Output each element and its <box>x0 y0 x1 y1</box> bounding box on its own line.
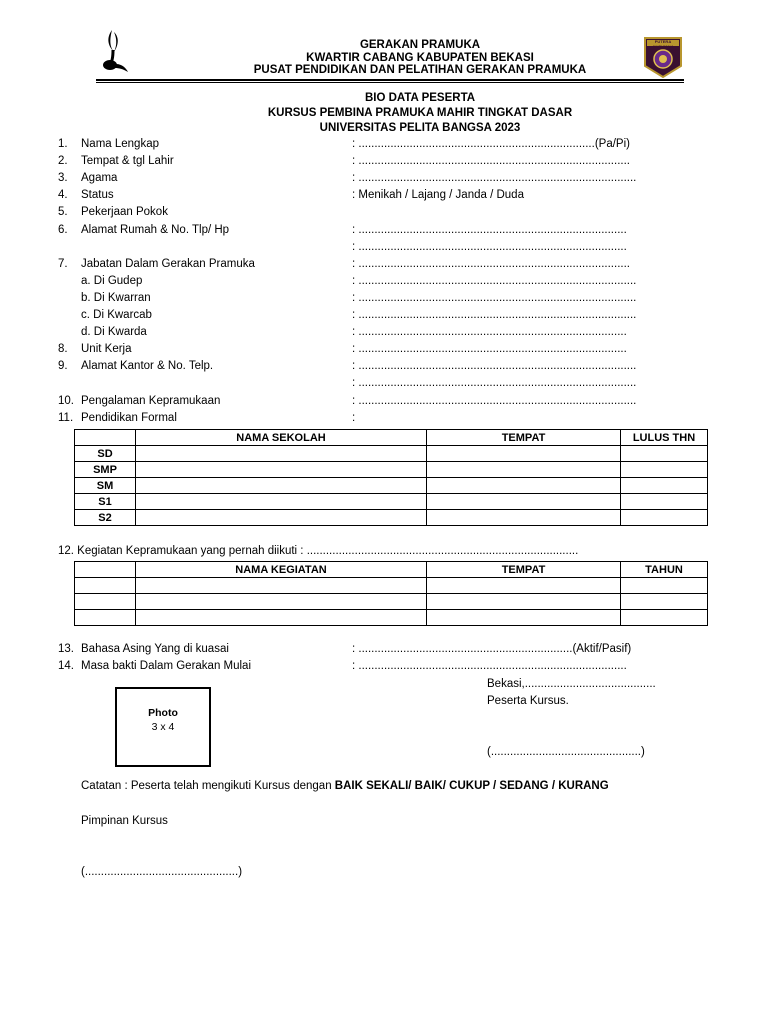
act-header-name: NAMA KEGIATAN <box>136 562 427 578</box>
doc-title-2: KURSUS PEMBINA PRAMUKA MAHIR TINGKAT DASAR <box>267 107 573 119</box>
act-name-cell[interactable] <box>136 594 427 610</box>
field-row <box>58 343 698 360</box>
field-number: 3. <box>58 172 68 185</box>
field-value[interactable]: : ....................................................................................... <box>352 172 637 185</box>
edu-year-cell[interactable] <box>621 446 708 462</box>
education-table <box>74 429 708 526</box>
edu-header-place: TEMPAT <box>427 430 621 446</box>
edu-school-cell[interactable] <box>136 462 427 478</box>
header-rule-thick <box>96 79 684 81</box>
act-name-cell[interactable] <box>136 578 427 594</box>
act-place-cell[interactable] <box>427 578 621 594</box>
doc-title-1: BIO DATA PESERTA <box>364 92 476 104</box>
field-row <box>58 412 698 429</box>
edu-header-blank <box>75 430 136 446</box>
edu-level: SMP <box>75 462 136 478</box>
header-line-1: GERAKAN PRAMUKA <box>359 39 481 51</box>
edu-place-cell[interactable] <box>427 478 621 494</box>
act-no-cell[interactable] <box>75 594 136 610</box>
field-row <box>58 395 698 412</box>
edu-school-cell[interactable] <box>136 446 427 462</box>
field-number: 2. <box>58 155 68 168</box>
field-row <box>58 326 698 343</box>
field-label: d. Di Kwarda <box>81 326 147 339</box>
act-header-year: TAHUN <box>621 562 708 578</box>
header-line-3: PUSAT PENDIDIKAN DAN PELATIHAN GERAKAN PRAMUKA <box>253 64 587 76</box>
field-number: 10. <box>58 394 74 407</box>
field-row <box>58 309 698 326</box>
field-number: 14. <box>58 660 74 672</box>
field-number: 11. <box>58 411 74 424</box>
edu-year-cell[interactable] <box>621 478 708 494</box>
field-label: Pekerjaan Pokok <box>81 206 168 219</box>
table-row <box>75 578 708 594</box>
act-header-blank <box>75 562 136 578</box>
table-row <box>75 478 708 494</box>
field-value[interactable]: : ....................................................................................... <box>352 360 637 373</box>
field-label: Pendidikan Formal <box>81 411 177 424</box>
edu-header-school: NAMA SEKOLAH <box>136 430 427 446</box>
field-row <box>58 241 698 258</box>
course-note <box>81 780 609 792</box>
field-label: Nama Lengkap <box>81 138 159 150</box>
field-value[interactable]: : .................................................................................... <box>352 326 627 339</box>
field-number: 7. <box>58 257 68 270</box>
activities-label: 12. Kegiatan Kepramukaan yang pernah diikuti : ..................................................................................... <box>58 545 579 557</box>
signature-role: Peserta Kursus. <box>487 695 569 707</box>
act-name-cell[interactable] <box>136 610 427 626</box>
field-number: 9. <box>58 360 68 373</box>
field-value[interactable]: : ..................................................................................... <box>352 155 630 168</box>
field-number: 1. <box>58 138 68 150</box>
edu-year-cell[interactable] <box>621 494 708 510</box>
field-row <box>58 206 698 223</box>
activities-table <box>74 561 708 626</box>
field-label: Status <box>81 189 114 202</box>
edu-level: SM <box>75 478 136 494</box>
act-header-place: TEMPAT <box>427 562 621 578</box>
edu-level: S2 <box>75 510 136 526</box>
field-row <box>58 172 698 189</box>
note-options: BAIK SEKALI/ BAIK/ CUKUP / SEDANG / KURANG <box>334 780 609 792</box>
edu-school-cell[interactable] <box>136 510 427 526</box>
field-value[interactable]: : ..........................................................................(Pa/Pi) <box>352 138 630 150</box>
edu-year-cell[interactable] <box>621 462 708 478</box>
table-row <box>75 594 708 610</box>
field-row <box>58 360 698 377</box>
field-value[interactable]: : .................................................................................... <box>352 660 627 672</box>
edu-school-cell[interactable] <box>136 478 427 494</box>
table-row <box>75 446 708 462</box>
edu-school-cell[interactable] <box>136 494 427 510</box>
field-label: Bahasa Asing Yang di kuasai <box>81 643 229 655</box>
field-row <box>58 275 698 292</box>
field-row <box>58 155 698 172</box>
edu-place-cell[interactable] <box>427 446 621 462</box>
edu-level: SD <box>75 446 136 462</box>
field-label: Alamat Rumah & No. Tlp/ Hp <box>81 223 230 236</box>
tunas-kelapa-logo <box>96 28 130 74</box>
edu-place-cell[interactable] <box>427 462 621 478</box>
field-row <box>58 138 698 155</box>
field-label: Tempat & tgl Lahir <box>81 155 174 168</box>
field-label: b. Di Kwarran <box>81 291 151 304</box>
edu-place-cell[interactable] <box>427 494 621 510</box>
field-label: Unit Kerja <box>81 343 132 356</box>
table-row <box>75 510 708 526</box>
field-label: a. Di Gudep <box>81 274 143 287</box>
leader-role: Pimpinan Kursus <box>81 815 168 827</box>
signature-place-date[interactable]: Bekasi,......................................... <box>487 678 656 690</box>
edu-place-cell[interactable] <box>427 510 621 526</box>
field-row-14 <box>58 660 698 677</box>
field-value[interactable]: : .................................................................................... <box>352 240 627 253</box>
leader-name-line[interactable]: (................................................) <box>81 866 243 878</box>
field-label: Alamat Kantor & No. Telp. <box>81 360 214 373</box>
field-value[interactable]: : ....................................................................................... <box>352 291 637 304</box>
act-year-cell[interactable] <box>621 610 708 626</box>
table-row <box>75 462 708 478</box>
act-no-cell[interactable] <box>75 610 136 626</box>
act-year-cell[interactable] <box>621 578 708 594</box>
photo-box[interactable] <box>115 687 211 767</box>
field-row <box>58 377 698 394</box>
edu-level: S1 <box>75 494 136 510</box>
edu-header-year: LULUS THN <box>621 430 708 446</box>
act-year-cell[interactable] <box>621 594 708 610</box>
edu-year-cell[interactable] <box>621 510 708 526</box>
doc-title-3: UNIVERSITAS PELITA BANGSA 2023 <box>319 122 521 134</box>
field-number: 13. <box>58 643 74 655</box>
header-line-2: KWARTIR CABANG KABUPATEN BEKASI <box>306 52 534 64</box>
act-no-cell[interactable] <box>75 578 136 594</box>
table-row <box>75 610 708 626</box>
photo-size: 3 x 4 <box>151 721 175 733</box>
field-value[interactable]: : ...................................................................(Aktif/Pasif) <box>352 643 632 655</box>
field-label: Jabatan Dalam Gerakan Pramuka <box>81 257 255 270</box>
field-number: 4. <box>58 189 68 202</box>
field-row <box>58 224 698 241</box>
field-row-13 <box>58 643 698 660</box>
photo-label: Photo <box>148 707 178 719</box>
badge-text: PUTERA KUSUMAH <box>652 39 674 49</box>
field-number: 6. <box>58 223 68 236</box>
field-value[interactable]: : ....................................................................................... <box>352 309 637 321</box>
field-label: Pengalaman Kepramukaan <box>81 394 221 407</box>
note-prefix: Catatan : Peserta telah mengikuti Kursus dengan <box>81 780 335 792</box>
field-label: c. Di Kwarcab <box>81 309 152 321</box>
field-value[interactable]: : .................................................................................... <box>352 343 627 356</box>
field-value[interactable]: : ....................................................................................... <box>352 394 637 407</box>
field-value[interactable]: : Menikah / Lajang / Janda / Duda <box>352 189 524 202</box>
field-value[interactable]: : .................................................................................... <box>352 223 627 236</box>
field-row <box>58 258 698 275</box>
field-value[interactable]: : ..................................................................................... <box>352 257 630 270</box>
field-label: Masa bakti Dalam Gerakan Mulai <box>81 660 252 672</box>
act-place-cell[interactable] <box>427 610 621 626</box>
field-number: 5. <box>58 206 68 219</box>
field-row <box>58 189 698 206</box>
field-number: 8. <box>58 343 68 356</box>
field-row <box>58 292 698 309</box>
field-value[interactable]: : <box>352 411 356 424</box>
signature-name-line[interactable]: (...............................................) <box>487 746 645 758</box>
field-label: Agama <box>81 172 118 185</box>
act-place-cell[interactable] <box>427 594 621 610</box>
header-rule-thin <box>96 82 684 83</box>
field-value[interactable]: : ....................................................................................... <box>352 377 637 390</box>
field-value[interactable]: : ....................................................................................... <box>352 274 637 287</box>
table-row <box>75 494 708 510</box>
